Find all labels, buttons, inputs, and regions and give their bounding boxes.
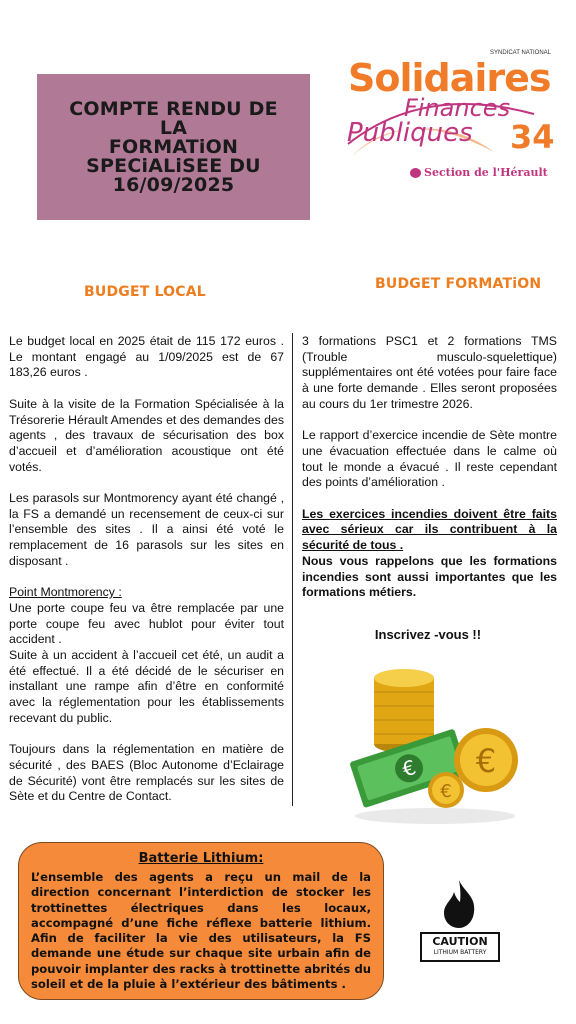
- title-line-2: FORMATiON: [108, 135, 239, 158]
- title-box: [37, 74, 310, 220]
- training-reminder: Nous vous rappelons que les formations incendies sont aussi importantes que les formations métiers.: [302, 553, 557, 600]
- right-column: [302, 334, 557, 617]
- title-line-4: 16/09/2025: [112, 173, 235, 196]
- logo-section-text: Section de l'Hérault: [424, 166, 548, 179]
- battery-lithium-box: [18, 842, 384, 1000]
- budget-formation-heading: BUDGET FORMATiON: [375, 276, 542, 292]
- title-line-3: SPECiALiSEE DU: [86, 154, 261, 177]
- paragraph: Une porte coupe feu va être remplacée par une porte coupe feu avec hublot pour éviter tout accident .: [9, 600, 284, 647]
- solidaires-logo: [344, 44, 559, 184]
- caution-text: CAUTION: [432, 935, 488, 948]
- caution-label: [420, 932, 500, 962]
- fire-drill-warning: Les exercices incendies doivent être faits avec sérieux car ils contribuent à la sécurité de tous .: [302, 506, 557, 553]
- point-montmorency-subheading: Point Montmorency :: [9, 585, 122, 600]
- logo-syndicat-text: SYNDICAT NATIONAL: [490, 50, 552, 56]
- document-title: [59, 97, 289, 196]
- paragraph: Le rapport d’exercice incendie de Sète montre une évacuation effectuée dans le calme où tout le monde a évacué . Il reste cependant des points d’amélioration .: [302, 428, 557, 490]
- budget-local-heading: BUDGET LOCAL: [84, 284, 206, 300]
- paragraph: Suite à un accident à l’accueil cet été, un audit a été effectué. Il a été décidé de le sécuriser en installant une rampe afin d’être en conformité avec la réglementation pour les établissements recevant du public.: [9, 648, 284, 725]
- svg-text:€: €: [399, 754, 419, 782]
- caution-lithium-icon: [414, 876, 504, 968]
- left-column: [9, 334, 284, 821]
- svg-text:€: €: [440, 781, 452, 802]
- paragraph: 3 formations PSC1 et 2 formations TMS (Trouble musculo-squelettique) supplémentaires ont été votées pour faire face à une forte demande . Elles seront proposées au cours du 1er trimestre 2026.: [302, 334, 557, 411]
- paragraph: Toujours dans la réglementation en matière de sécurité , des BAES (Bloc Autonome d’Eclairage de Sécurité) vont être remplacés sur les sites de Sète et du Centre de Contact.: [9, 742, 284, 804]
- flame-icon: [414, 876, 504, 932]
- paragraph: Suite à la visite de la Formation Spécialisée à la Trésorerie Hérault Amendes et des demandes des agents , des travaux de sécurisation des box d’accueil et d’amélioration acoustique ont été votés.: [9, 396, 284, 474]
- column-divider: [292, 333, 293, 806]
- logo-solidaires-text: Solidaires: [348, 56, 551, 100]
- paragraph: Les parasols sur Montmorency ayant été changé , la FS a demandé un recensement de ceux-ci sur l’ensemble des sites . Il a ainsi été voté le remplacement de 16 parasols sur les sites en disposant .: [9, 491, 284, 568]
- call-to-action: Inscrivez -vous !!: [374, 627, 482, 642]
- svg-text:€: €: [475, 742, 497, 780]
- lithium-battery-text: LITHIUM BATTERY: [433, 949, 487, 956]
- battery-box-title: Batterie Lithium:: [138, 851, 264, 866]
- logo-publiques-text: Publiques: [347, 118, 473, 148]
- logo-finances-text: Finances: [404, 94, 511, 122]
- paragraph: Le budget local en 2025 était de 115 172 euros . Le montant engagé au 1/09/2025 est de 67 183,26 euros .: [9, 334, 284, 380]
- battery-box-text: L’ensemble des agents a reçu un mail de la direction concernant l’interdiction de stocker les trottinettes électriques dans les locaux, accompagné d’une fiche réflexe batterie lithium. Afin de faciliter la vie des utilisateurs, la FS demande une étude sur chaque site urbain afin de pouvoir implanter des racks à trottinette abrités du soleil et de la pluie à l’extérieur des bâtiments .: [31, 870, 371, 992]
- money-icon: [340, 648, 530, 828]
- logo-number: 34: [510, 118, 555, 156]
- logo-dot-icon: [410, 168, 421, 178]
- title-line-1: COMPTE RENDU DE LA: [69, 97, 278, 139]
